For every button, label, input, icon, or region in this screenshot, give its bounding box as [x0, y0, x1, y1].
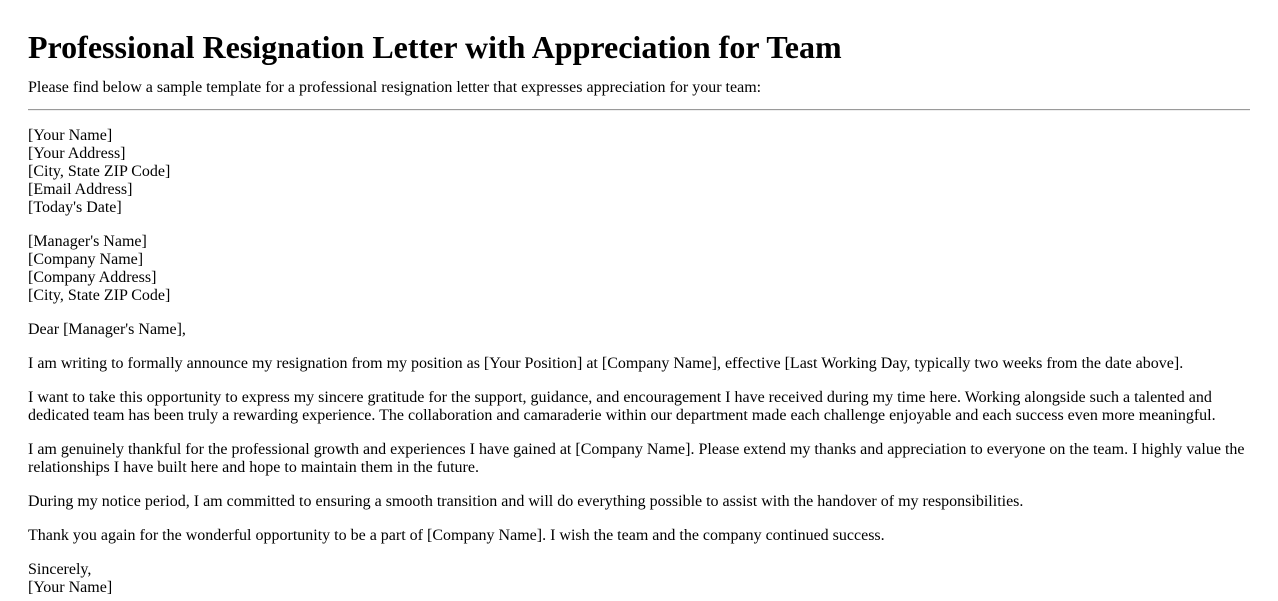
sender-city-state-zip: [City, State ZIP Code] [28, 163, 171, 180]
divider [28, 109, 1250, 111]
recipient-city-state-zip: [City, State ZIP Code] [28, 287, 171, 304]
body-paragraph: I am genuinely thankful for the professional growth and experiences I have gained at [Company Name]. Please extend my thanks and appreciation to everyone on the team. I highly value the relationships I have built here and hope to maintain them in the future. [28, 441, 1245, 476]
page-title: Professional Resignation Letter with Appreciation for Team [28, 29, 842, 65]
closing-signature-name: [Your Name] [28, 579, 113, 596]
body-paragraph: Thank you again for the wonderful opportunity to be a part of [Company Name]. I wish the team and the company continued success. [28, 527, 885, 544]
recipient-company-name: [Company Name] [28, 251, 144, 268]
intro-text: Please find below a sample template for a professional resignation letter that expresses appreciation for your team: [28, 79, 762, 96]
recipient-company-address: [Company Address] [28, 269, 157, 286]
body-paragraph: I am writing to formally announce my resignation from my position as [Your Position] at [Company Name], effective [Last Working Day, typically two weeks from the date above]. [28, 355, 1184, 372]
sender-date: [Today's Date] [28, 199, 122, 216]
salutation: Dear [Manager's Name], [28, 321, 186, 338]
body-paragraph: During my notice period, I am committed to ensuring a smooth transition and will do everything possible to assist with the handover of my responsibilities. [28, 493, 1024, 510]
sender-email: [Email Address] [28, 181, 133, 198]
body-paragraph: I want to take this opportunity to express my sincere gratitude for the support, guidance, and encouragement I have received during my time here. Working alongside such a talented and dedicated team has been truly a rewarding experience. The collaboration and camaraderie within our department made each challenge enjoyable and each success even more meaningful. [28, 389, 1216, 424]
sender-name: [Your Name] [28, 127, 113, 144]
recipient-address-block [28, 233, 1250, 305]
closing-block [28, 561, 1250, 597]
sender-address-block [28, 127, 1250, 217]
recipient-manager-name: [Manager's Name] [28, 233, 147, 250]
sender-address: [Your Address] [28, 145, 126, 162]
closing-valediction: Sincerely, [28, 561, 92, 578]
